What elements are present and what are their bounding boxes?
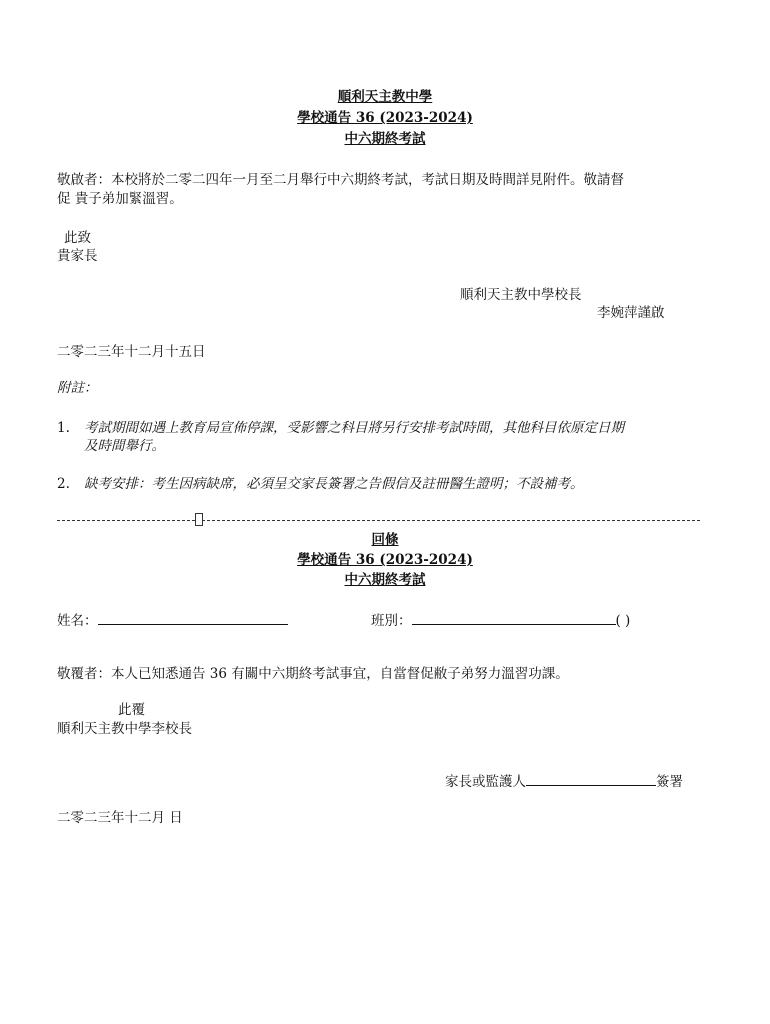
reply-title: 回條 (371, 532, 399, 548)
notice-subject: 中六期終考試 (344, 131, 426, 147)
guardian-label: 家長或監護人 (445, 774, 526, 790)
school-name: 順利天主教中學 (337, 89, 433, 105)
name-field[interactable] (98, 612, 288, 625)
closing-line-1: 此致 (64, 230, 91, 246)
guardian-signature-row (445, 773, 683, 791)
reply-notice-number: 學校通告 36 (2023-2024) (297, 552, 473, 568)
reply-closing-1: 此覆 (118, 702, 145, 718)
class-label: 班別： (371, 613, 412, 629)
signature-field[interactable] (526, 773, 656, 786)
notice-number: 學校通告 36 (2023-2024) (297, 110, 473, 126)
note-1-line-1: 考試期間如遇上教育局宣佈停課，受影響之科目將另行安排考試時間，其他科目依原定日期 (84, 420, 624, 436)
reply-date: 二零二三年十二月 日 (57, 810, 183, 826)
note-1-line-2: 及時間舉行。 (84, 438, 165, 454)
notes-label: 附註： (57, 380, 98, 396)
note-1-number: 1. (57, 420, 70, 436)
note-2-number: 2. (57, 476, 70, 492)
note-2-line-1: 缺考安排：考生因病缺席，必須呈交家長簽署之告假信及註冊醫生證明；不設補考。 (84, 476, 584, 492)
signer-name: 李婉萍謹啟 (597, 305, 665, 321)
name-field-row (57, 612, 288, 630)
class-number-bracket: ( ) (615, 613, 631, 629)
closing-line-2: 貴家長 (57, 248, 98, 264)
signer-organization: 順利天主教中學校長 (460, 287, 582, 303)
tear-off-line (57, 520, 700, 521)
name-label: 姓名： (57, 613, 98, 629)
reply-statement: 敬覆者：本人已知悉通告 36 有關中六期終考試事宜，自當督促敝子弟努力溫習功課。 (57, 666, 569, 682)
scissor-icon (195, 513, 203, 526)
class-field[interactable] (412, 612, 616, 625)
class-field-row (371, 612, 630, 630)
signature-label: 簽署 (656, 774, 683, 790)
reply-subject: 中六期終考試 (344, 572, 426, 588)
greeting-line-2: 促 貴子弟加緊溫習。 (57, 191, 183, 207)
reply-closing-2: 順利天主教中學李校長 (57, 721, 192, 737)
notice-date: 二零二三年十二月十五日 (57, 344, 206, 360)
greeting-line-1: 敬啟者：本校將於二零二四年一月至二月舉行中六期終考試，考試日期及時間詳見附件。敬請督 (57, 172, 624, 188)
